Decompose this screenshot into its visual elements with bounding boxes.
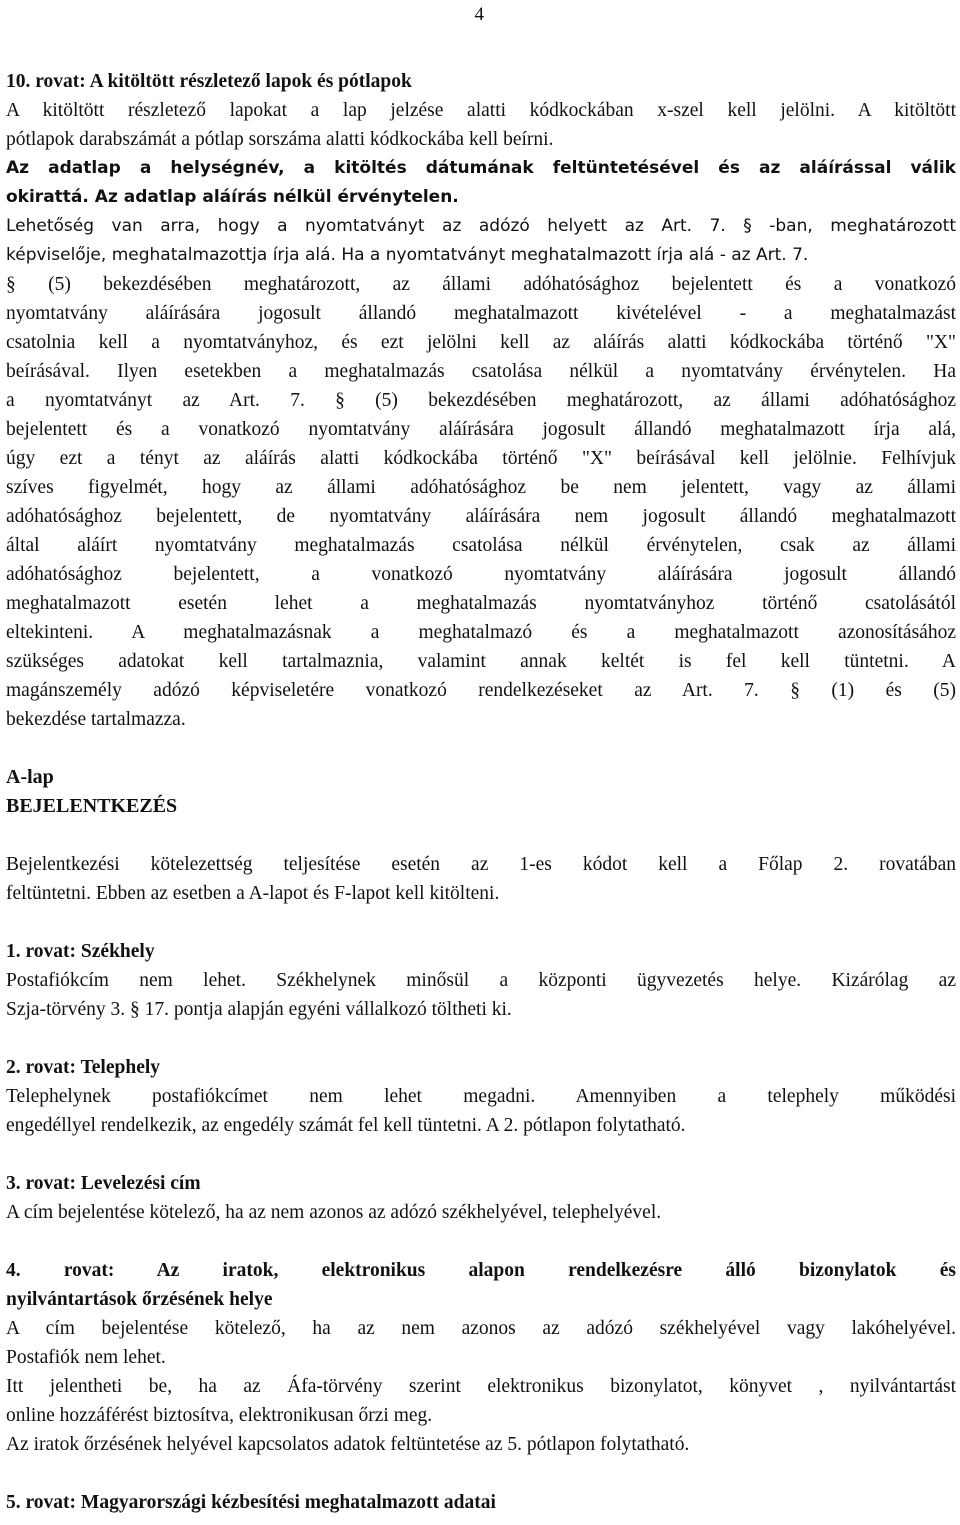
document-page (6, 0, 956, 1525)
text-line: meghatalmazott esetén lehet a meghatalmazás nyomtatványhoz történő csatolásától (6, 593, 956, 614)
text-line: A cím bejelentése kötelező, ha az nem azonos az adózó székhelyével, telephelyével. (6, 1202, 662, 1223)
text-span: úgy ezt a tényt az aláírás alatti kódkockába történő "X" beírásával kell jelölnie. (6, 448, 857, 469)
section-heading: 10. rovat: A kitöltött részletező lapok és pótlapok (6, 71, 412, 92)
text-span: képviselője, meghatalmazottja írja alá. (6, 245, 336, 265)
text-line: engedéllyel rendelkezik, az engedély számát fel kell tüntetni. A 2. pótlapon folytatható. (6, 1115, 686, 1136)
spacer (6, 1227, 956, 1256)
text-line (6, 241, 956, 270)
text-line: feltüntetni. Ebben az esetben a A-lapot és F-lapot kell kitölteni. (6, 883, 500, 904)
text-line: Lehetőség van arra, hogy a nyomtatványt az adózó helyett az Art. 7. § -ban, meghatározott (6, 216, 956, 236)
text-line: Postafiók nem lehet. (6, 1347, 166, 1368)
text-line: Bejelentkezési kötelezettség teljesítése esetén az 1-es kódot kell a Főlap 2. rovatában (6, 854, 956, 875)
text-line: A kitöltött részletező lapokat a lap jelzése alatti kódkockában x-szel kell jelölni. A kitöltött (6, 100, 956, 121)
text-span: eltekinteni. (6, 622, 94, 643)
page-number: 4 (474, 4, 484, 25)
text-line: csatolnia kell a nyomtatványhoz, és ezt jelölni kell az aláírás alatti kódkockába történő "X" (6, 332, 956, 353)
text-line: a nyomtatványt az Art. 7. § (5) bekezdésében meghatározott, az állami adóhatósághoz (6, 390, 956, 411)
section-heading: 3. rovat: Levelezési cím (6, 1173, 201, 1194)
text-line: pótlapok darabszámát a pótlap sorszáma alatti kódkockába kell beírni. (6, 129, 554, 150)
text-line-bold: Az adatlap a helységnév, a kitöltés dátumának feltüntetésével és az aláírással válik (6, 158, 956, 178)
text-line (6, 444, 956, 473)
text-line: adóhatósághoz bejelentett, de nyomtatvány aláírására nem jogosult állandó meghatalmazott (6, 506, 956, 527)
section-heading: 4. rovat: Az iratok, elektronikus alapon rendelkezésre álló bizonylatok és (6, 1260, 956, 1281)
page-title: A-lap (6, 766, 54, 788)
text-span: Ilyen esetekben a meghatalmazás csatolása nélkül a nyomtatvány érvénytelen. Ha (117, 361, 956, 382)
spacer (6, 1024, 956, 1053)
page-content (6, 67, 956, 1517)
text-line: bejelentett és a vonatkozó nyomtatvány aláírására jogosult állandó meghatalmazott írja alá, (6, 419, 956, 440)
text-line: adóhatósághoz bejelentett, a vonatkozó nyomtatvány aláírására jogosult állandó (6, 564, 956, 585)
section-heading: nyilvántartások őrzésének helye (6, 1289, 273, 1310)
text-line: Itt jelentheti be, ha az Áfa-törvény szerint elektronikus bizonylatot, könyvet , nyilvántartást (6, 1376, 956, 1397)
text-line: online hozzáférést biztosítva, elektronikusan őrzi meg. (6, 1405, 433, 1426)
text-line: szíves figyelmét, hogy az állami adóhatósághoz be nem jelentett, vagy az állami (6, 477, 956, 498)
text-line (6, 618, 956, 647)
text-line: szükséges adatokat kell tartalmaznia, valamint annak keltét is fel kell tüntetni. A (6, 651, 956, 672)
section-heading: 1. rovat: Székhely (6, 941, 155, 962)
spacer (6, 1140, 956, 1169)
text-span: Az adatlap aláírás nélkül érvénytelen. (94, 187, 459, 207)
text-line: által aláírt nyomtatvány meghatalmazás csatolása nélkül érvénytelen, csak az állami (6, 535, 956, 556)
section-heading: 5. rovat: Magyarországi kézbesítési meghatalmazott adatai (6, 1492, 496, 1513)
text-span: A meghatalmazásnak a meghatalmazó és a meghatalmazott azonosításához (131, 622, 956, 643)
section-heading: 2. rovat: Telephely (6, 1057, 161, 1078)
text-line: bekezdése tartalmazza. (6, 709, 186, 730)
text-line: nyomtatvány aláírására jogosult állandó meghatalmazott kivételével - a meghatalmazást (6, 303, 956, 324)
text-line: Postafiókcím nem lehet. Székhelynek minősül a központi ügyvezetés helye. Kizárólag az (6, 970, 956, 991)
text-line (6, 357, 956, 386)
text-span: okirattá. (6, 187, 89, 207)
text-span: beírásával. (6, 361, 90, 382)
spacer (6, 908, 956, 937)
text-span: Ha a nyomtatványt meghatalmazott írja alá - az Art. 7. (341, 245, 809, 265)
spacer (6, 821, 956, 850)
text-span: Felhívjuk (881, 448, 956, 469)
text-line: magánszemély adózó képviseletére vonatkozó rendelkezéseket az Art. 7. § (1) és (5) (6, 680, 956, 701)
text-line: § (5) bekezdésében meghatározott, az állami adóhatósághoz bejelentett és a vonatkozó (6, 274, 956, 295)
text-line: Az iratok őrzésének helyével kapcsolatos adatok feltüntetése az 5. pótlapon folytatható. (6, 1434, 690, 1455)
text-line: A cím bejelentése kötelező, ha az nem azonos az adózó székhelyével vagy lakóhelyével. (6, 1318, 956, 1339)
text-line: Szja-törvény 3. § 17. pontja alapján egyéni vállalkozó töltheti ki. (6, 999, 512, 1020)
text-line: Telephelynek postafiókcímet nem lehet megadni. Amennyiben a telephely működési (6, 1086, 956, 1107)
spacer (6, 734, 956, 763)
text-line-bold (6, 183, 956, 212)
page-subtitle: BEJELENTKEZÉS (6, 795, 178, 817)
spacer (6, 1459, 956, 1488)
